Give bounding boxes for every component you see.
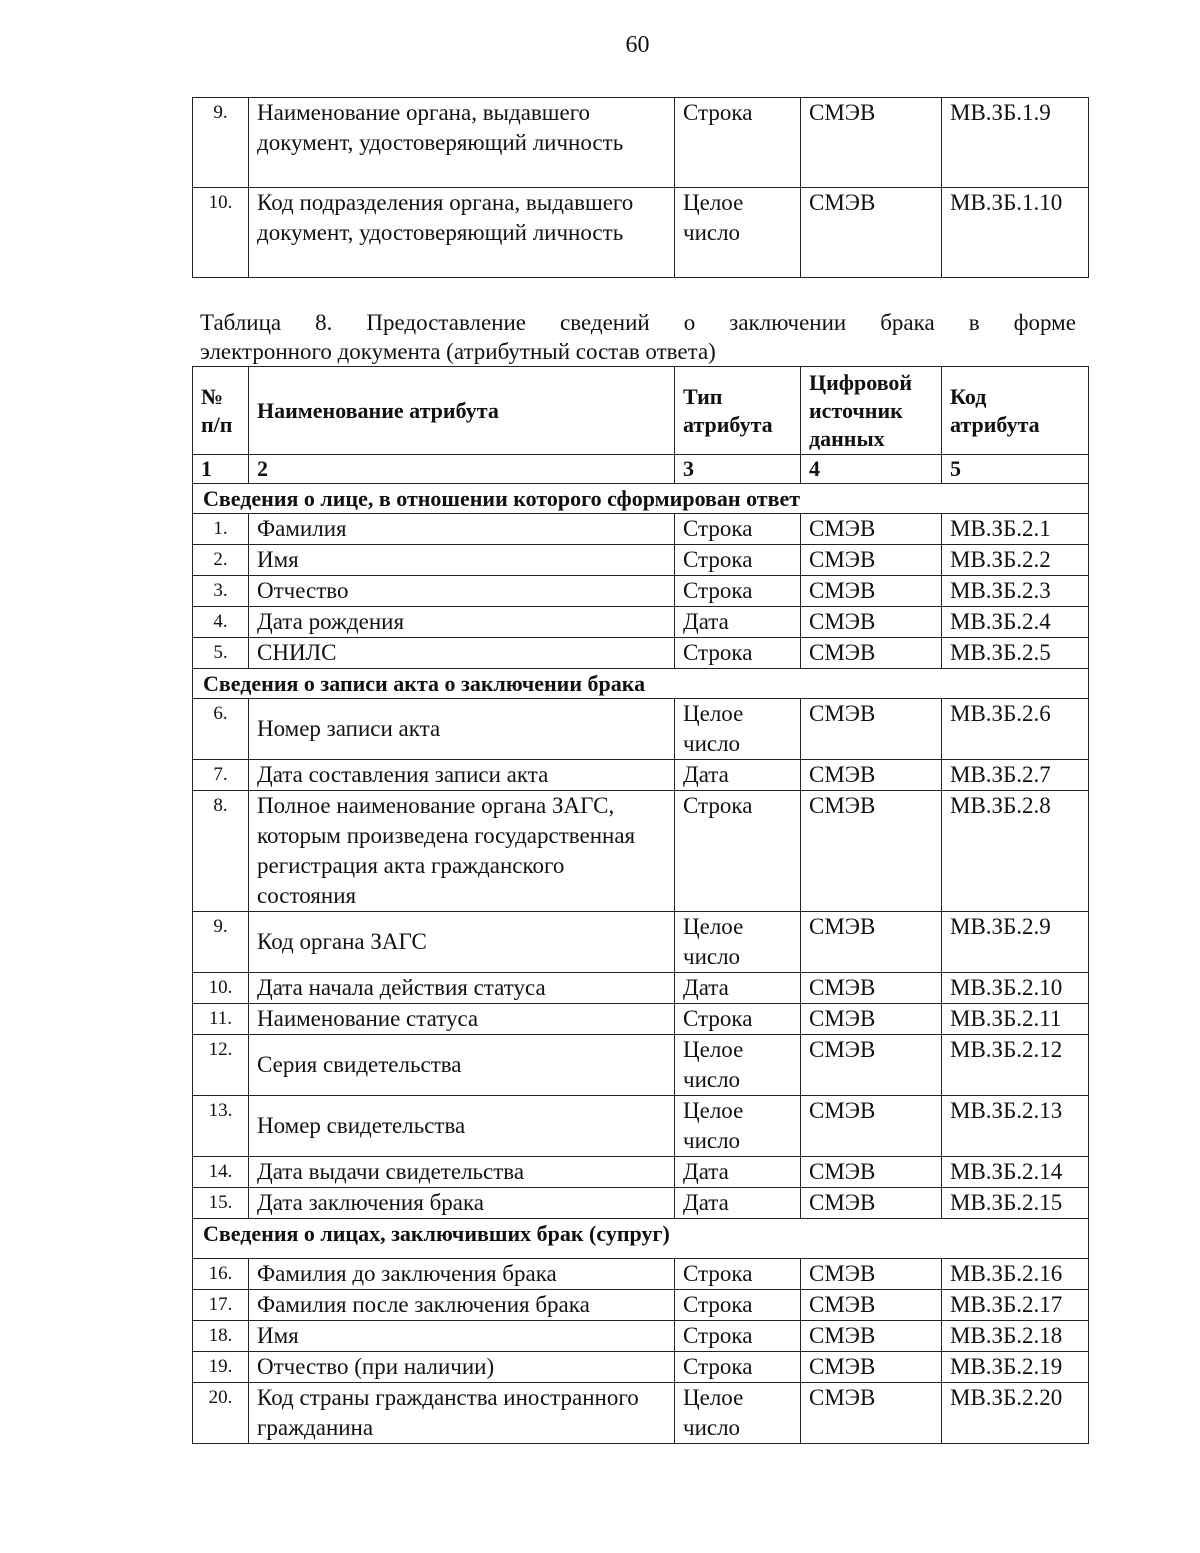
data-source: СМЭВ	[801, 607, 942, 638]
section-row	[193, 669, 1089, 699]
table-row	[193, 1383, 1089, 1444]
row-number: 15.	[193, 1188, 249, 1219]
attribute-type: Целое число	[675, 699, 801, 760]
attribute-code: МВ.ЗБ.2.5	[942, 638, 1089, 669]
data-source: СМЭВ	[801, 912, 942, 973]
table-row	[193, 1290, 1089, 1321]
header-type: Тип атрибута	[675, 367, 801, 455]
attribute-type: Строка	[675, 638, 801, 669]
table-row	[193, 1035, 1089, 1096]
table-row	[193, 1259, 1089, 1290]
attribute-code: МВ.ЗБ.2.4	[942, 607, 1089, 638]
table-row	[193, 1188, 1089, 1219]
attribute-type: Строка	[675, 1259, 801, 1290]
table-row	[193, 638, 1089, 669]
attribute-name: Код страны гражданства иностранного гражданина	[249, 1383, 675, 1444]
attribute-type: Дата	[675, 1188, 801, 1219]
attribute-type: Строка	[675, 98, 801, 188]
header-num: № п/п	[193, 367, 249, 455]
attribute-code: МВ.ЗБ.2.19	[942, 1352, 1089, 1383]
attribute-name: Наименование органа, выдавшего документ, удостоверяющий личность	[249, 98, 675, 188]
attribute-code: МВ.ЗБ.2.9	[942, 912, 1089, 973]
attribute-name: Дата рождения	[249, 607, 675, 638]
header-source: Цифровой источник данных	[801, 367, 942, 455]
data-source: СМЭВ	[801, 699, 942, 760]
data-source: СМЭВ	[801, 514, 942, 545]
attribute-code: МВ.ЗБ.2.11	[942, 1004, 1089, 1035]
caption-word: о	[683, 310, 696, 335]
attributes-table	[192, 366, 1089, 1444]
attribute-name: Номер свидетельства	[249, 1096, 675, 1157]
table-row	[193, 1096, 1089, 1157]
row-number: 17.	[193, 1290, 249, 1321]
attribute-type: Строка	[675, 1321, 801, 1352]
attribute-name: Фамилия	[249, 514, 675, 545]
section-title: Сведения о лицах, заключивших брак (супруг)	[193, 1219, 1089, 1259]
table-row	[193, 98, 1089, 188]
table-row	[193, 1352, 1089, 1383]
data-source: СМЭВ	[801, 791, 942, 912]
attribute-name: Дата выдачи свидетельства	[249, 1157, 675, 1188]
attribute-name: Серия свидетельства	[249, 1035, 675, 1096]
section-row	[193, 1219, 1089, 1259]
caption-word: брака	[880, 310, 935, 335]
row-number: 9.	[193, 912, 249, 973]
attribute-type: Дата	[675, 760, 801, 791]
row-number: 4.	[193, 607, 249, 638]
table-row	[193, 912, 1089, 973]
row-number: 20.	[193, 1383, 249, 1444]
attribute-code: МВ.ЗБ.2.12	[942, 1035, 1089, 1096]
caption-word: форме	[1013, 310, 1076, 335]
attribute-type: Строка	[675, 1004, 801, 1035]
row-number: 11.	[193, 1004, 249, 1035]
column-index: 1	[193, 455, 249, 484]
attribute-code: МВ.ЗБ.2.10	[942, 973, 1089, 1004]
attribute-type: Целое число	[675, 1035, 801, 1096]
page-number: 60	[625, 32, 650, 58]
attribute-type: Строка	[675, 791, 801, 912]
column-index: 4	[801, 455, 942, 484]
attribute-name: Фамилия после заключения брака	[249, 1290, 675, 1321]
data-source: СМЭВ	[801, 1004, 942, 1035]
attribute-type: Дата	[675, 1157, 801, 1188]
row-number: 1.	[193, 514, 249, 545]
attribute-code: МВ.ЗБ.2.3	[942, 576, 1089, 607]
attribute-type: Строка	[675, 1352, 801, 1383]
data-source: СМЭВ	[801, 760, 942, 791]
caption-word: 8.	[315, 310, 333, 335]
attribute-name: Фамилия до заключения брака	[249, 1259, 675, 1290]
table-row	[193, 760, 1089, 791]
row-number: 7.	[193, 760, 249, 791]
attribute-code: МВ.ЗБ.2.8	[942, 791, 1089, 912]
data-source: СМЭВ	[801, 1188, 942, 1219]
attribute-type: Целое число	[675, 188, 801, 278]
table-row	[193, 545, 1089, 576]
attribute-name: Номер записи акта	[249, 699, 675, 760]
table-row	[193, 607, 1089, 638]
attribute-code: МВ.ЗБ.1.10	[942, 188, 1089, 278]
attribute-name: Код подразделения органа, выдавшего документ, удостоверяющий личность	[249, 188, 675, 278]
attribute-name: Дата начала действия статуса	[249, 973, 675, 1004]
column-index: 5	[942, 455, 1089, 484]
continued-table	[192, 97, 1089, 278]
attribute-code: МВ.ЗБ.2.18	[942, 1321, 1089, 1352]
attribute-type: Строка	[675, 576, 801, 607]
row-number: 3.	[193, 576, 249, 607]
attribute-code: МВ.ЗБ.2.15	[942, 1188, 1089, 1219]
row-number: 9.	[193, 98, 249, 188]
attribute-code: МВ.ЗБ.2.2	[942, 545, 1089, 576]
data-source: СМЭВ	[801, 1096, 942, 1157]
table-row	[193, 973, 1089, 1004]
attribute-name: Отчество (при наличии)	[249, 1352, 675, 1383]
caption-line-1	[200, 308, 1076, 337]
data-source: СМЭВ	[801, 1259, 942, 1290]
attribute-name: Код органа ЗАГС	[249, 912, 675, 973]
attribute-code: МВ.ЗБ.1.9	[942, 98, 1089, 188]
table-row	[193, 1157, 1089, 1188]
row-number: 2.	[193, 545, 249, 576]
column-index: 2	[249, 455, 675, 484]
attribute-name: Дата заключения брака	[249, 1188, 675, 1219]
table-caption	[200, 308, 1076, 366]
data-source: СМЭВ	[801, 188, 942, 278]
attribute-name: Имя	[249, 1321, 675, 1352]
attribute-name: Полное наименование органа ЗАГС, которым произведена государственная регистрация акта гражданского состояния	[249, 791, 675, 912]
attribute-type: Целое число	[675, 912, 801, 973]
attribute-code: МВ.ЗБ.2.17	[942, 1290, 1089, 1321]
attribute-type: Строка	[675, 545, 801, 576]
attribute-type: Дата	[675, 973, 801, 1004]
section-title: Сведения о записи акта о заключении брака	[193, 669, 1089, 699]
attribute-name: СНИЛС	[249, 638, 675, 669]
table-row	[193, 1321, 1089, 1352]
row-number: 13.	[193, 1096, 249, 1157]
row-number: 12.	[193, 1035, 249, 1096]
attribute-code: МВ.ЗБ.2.16	[942, 1259, 1089, 1290]
table-row	[193, 1004, 1089, 1035]
attribute-code: МВ.ЗБ.2.6	[942, 699, 1089, 760]
caption-line-2: электронного документа (атрибутный состав ответа)	[200, 339, 716, 364]
data-source: СМЭВ	[801, 1035, 942, 1096]
attribute-name: Наименование статуса	[249, 1004, 675, 1035]
row-number: 16.	[193, 1259, 249, 1290]
header-row	[193, 367, 1089, 455]
header-name: Наименование атрибута	[249, 367, 675, 455]
data-source: СМЭВ	[801, 1157, 942, 1188]
column-index: 3	[675, 455, 801, 484]
data-source: СМЭВ	[801, 545, 942, 576]
attribute-type: Строка	[675, 514, 801, 545]
table-row	[193, 576, 1089, 607]
column-index-row	[193, 455, 1089, 484]
data-source: СМЭВ	[801, 1383, 942, 1444]
data-source: СМЭВ	[801, 98, 942, 188]
row-number: 14.	[193, 1157, 249, 1188]
table-row	[193, 699, 1089, 760]
row-number: 10.	[193, 188, 249, 278]
row-number: 8.	[193, 791, 249, 912]
caption-word: заключении	[729, 310, 847, 335]
header-code: Код атрибута	[942, 367, 1089, 455]
section-title: Сведения о лице, в отношении которого сформирован ответ	[193, 484, 1089, 514]
caption-word: в	[968, 310, 980, 335]
row-number: 10.	[193, 973, 249, 1004]
data-source: СМЭВ	[801, 576, 942, 607]
attribute-code: МВ.ЗБ.2.20	[942, 1383, 1089, 1444]
attribute-code: МВ.ЗБ.2.7	[942, 760, 1089, 791]
caption-word: Предоставление	[366, 310, 527, 335]
attribute-code: МВ.ЗБ.2.14	[942, 1157, 1089, 1188]
attribute-name: Имя	[249, 545, 675, 576]
row-number: 6.	[193, 699, 249, 760]
attribute-code: МВ.ЗБ.2.13	[942, 1096, 1089, 1157]
row-number: 19.	[193, 1352, 249, 1383]
row-number: 5.	[193, 638, 249, 669]
attribute-code: МВ.ЗБ.2.1	[942, 514, 1089, 545]
attribute-name: Дата составления записи акта	[249, 760, 675, 791]
attribute-type: Строка	[675, 1290, 801, 1321]
data-source: СМЭВ	[801, 638, 942, 669]
attribute-name: Отчество	[249, 576, 675, 607]
table-row	[193, 514, 1089, 545]
data-source: СМЭВ	[801, 1352, 942, 1383]
data-source: СМЭВ	[801, 1290, 942, 1321]
attribute-type: Дата	[675, 607, 801, 638]
caption-word: сведений	[560, 310, 650, 335]
row-number: 18.	[193, 1321, 249, 1352]
table-row	[193, 791, 1089, 912]
data-source: СМЭВ	[801, 1321, 942, 1352]
attribute-type: Целое число	[675, 1096, 801, 1157]
table-row	[193, 188, 1089, 278]
data-source: СМЭВ	[801, 973, 942, 1004]
caption-word: Таблица	[200, 310, 282, 335]
section-row	[193, 484, 1089, 514]
attribute-type: Целое число	[675, 1383, 801, 1444]
